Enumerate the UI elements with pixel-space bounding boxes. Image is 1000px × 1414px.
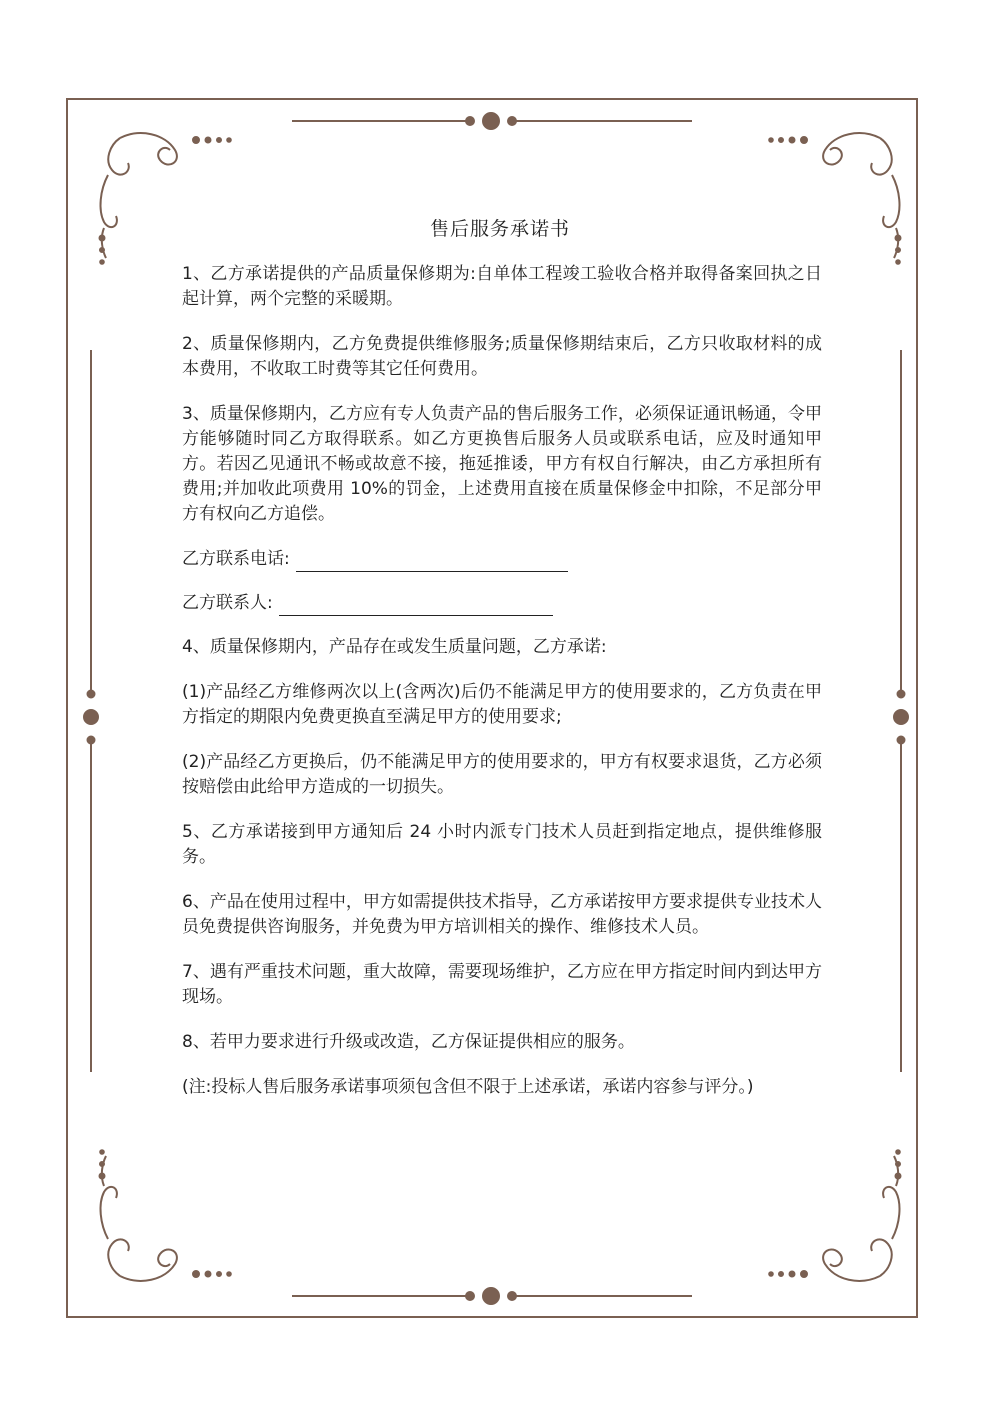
phone-label: 乙方联系电话:	[182, 549, 290, 569]
note: (注:投标人售后服务承诺事项须包含但不限于上述承诺，承诺内容参与评分。)	[182, 1077, 754, 1097]
contact-field-row	[182, 591, 822, 616]
phone-blank-line[interactable]	[296, 551, 568, 572]
clause-8: 8、若甲力要求进行升级或改造，乙方保证提供相应的服务。	[182, 1032, 635, 1052]
clause-2: 2、质量保修期内，乙方免费提供维修服务;质量保修期结束后，乙方只收取材料的成本费用，不收取工时费等其它任何费用。	[182, 334, 822, 379]
clause-4: 4、质量保修期内，产品存在或发生质量问题，乙方承诺:	[182, 637, 607, 657]
clause-7: 7、遇有严重技术问题，重大故障，需要现场维护，乙方应在甲方指定时间内到达甲方现场。	[182, 962, 822, 1007]
clause-1: 1、乙方承诺提供的产品质量保修期为:自单体工程竣工验收合格并取得备案回执之日起计算，两个完整的采暖期。	[182, 264, 822, 309]
document-title: 售后服务承诺书	[429, 218, 570, 240]
contact-label: 乙方联系人:	[182, 593, 273, 613]
document-body	[182, 262, 822, 1120]
clause-4-item-2: (2)产品经乙方更换后，仍不能满足甲方的使用要求的，甲方有权要求退货，乙方必须按赔偿由此给甲方造成的一切损失。	[182, 752, 822, 797]
clause-6: 6、产品在使用过程中，甲方如需提供技术指导，乙方承诺按甲方要求提供专业技术人员免费提供咨询服务，并免费为甲方培训相关的操作、维修技术人员。	[182, 892, 822, 937]
clause-3: 3、质量保修期内，乙方应有专人负责产品的售后服务工作，必须保证通讯畅通，令甲方能够随时同乙方取得联系。如乙方更换售后服务人员或联系电话，应及时通知甲方。若因乙见通讯不畅或故意不接，拖延推诿，甲方有权自行解决，由乙方承担所有费用;并加收此项费用 10%的罚金，上述费用直接在质量保修金中扣除，不足部分甲方有权向乙方追偿。	[182, 404, 822, 524]
clause-5: 5、乙方承诺接到甲方通知后 24 小时内派专门技术人员赶到指定地点，提供维修服务。	[182, 822, 822, 867]
clause-4-item-1: (1)产品经乙方维修两次以上(含两次)后仍不能满足甲方的使用要求的，乙方负责在甲方指定的期限内免费更换直至满足甲方的使用要求;	[182, 682, 822, 727]
phone-field-row	[182, 547, 822, 572]
contact-blank-line[interactable]	[279, 595, 553, 616]
